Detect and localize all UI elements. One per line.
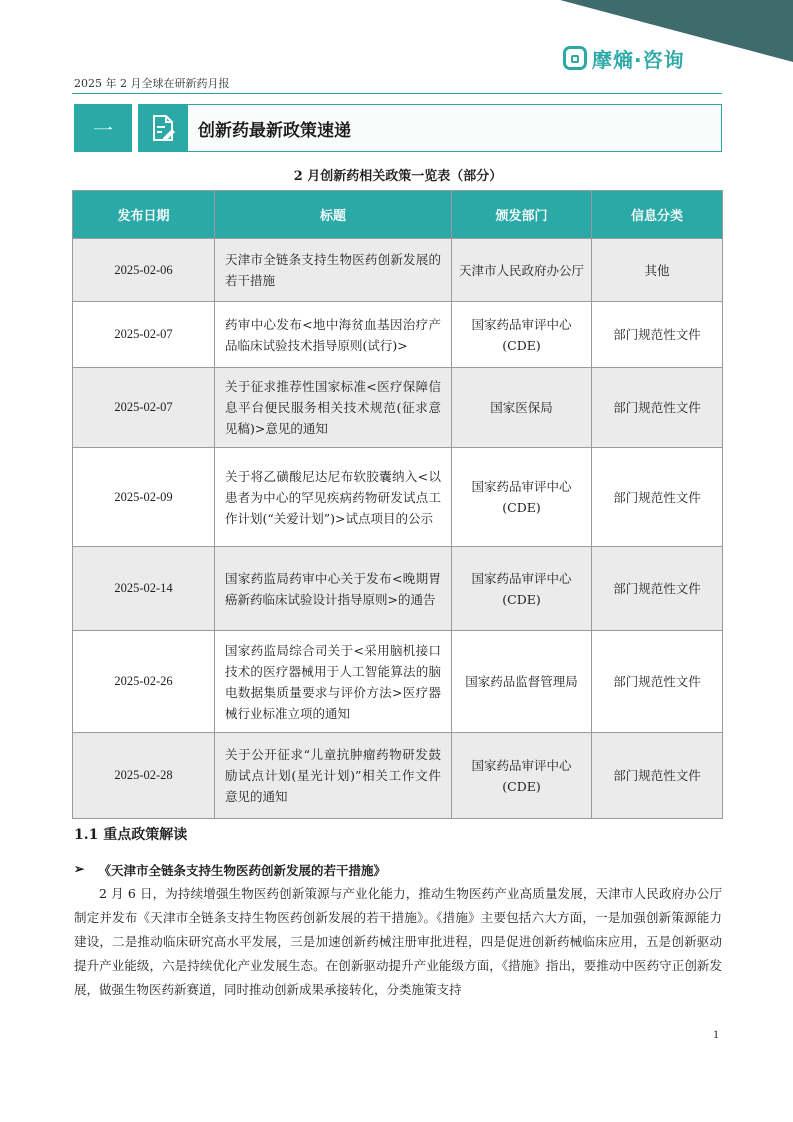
column-header-dept: 颁发部门 [452, 191, 592, 239]
cell-date: 2025-02-09 [73, 448, 215, 547]
bullet-heading [74, 861, 386, 879]
table-row [73, 368, 723, 448]
table-row [73, 733, 723, 819]
header-divider [72, 93, 722, 94]
cell-dept: 国家医保局 [452, 368, 592, 448]
cell-type: 部门规范性文件 [592, 733, 723, 819]
table-row [73, 631, 723, 733]
table-row [73, 448, 723, 547]
cell-type: 部门规范性文件 [592, 368, 723, 448]
logo-mark-icon [563, 46, 587, 70]
cell-dept: 国家药品审评中心(CDE) [452, 733, 592, 819]
table-caption: 2 月创新药相关政策一览表（部分） [293, 169, 503, 184]
column-header-date: 发布日期 [73, 191, 215, 239]
subsection-title: 1.1 重点政策解读 [74, 827, 188, 843]
cell-type: 部门规范性文件 [592, 631, 723, 733]
cell-date: 2025-02-28 [73, 733, 215, 819]
cell-date: 2025-02-06 [73, 239, 215, 302]
arrow-bullet-icon: ➢ [74, 861, 85, 876]
cell-title: 国家药监局综合司关于<采用脑机接口技术的医疗器械用于人工智能算法的脑电数据集质量要求与评价方法>医疗器械行业标准立项的通知 [215, 631, 452, 733]
cell-title: 关于公开征求“儿童抗肿瘤药物研发鼓励试点计划(星光计划)”相关工作文件意见的通知 [215, 733, 452, 819]
column-header-type: 信息分类 [592, 191, 723, 239]
cell-title: 天津市全链条支持生物医药创新发展的若干措施 [215, 239, 452, 302]
policy-table [72, 190, 723, 819]
brand-logo [563, 44, 693, 72]
column-header-title: 标题 [215, 191, 452, 239]
logo-text: 摩熵·咨询 [592, 47, 685, 72]
document-edit-icon [138, 104, 188, 152]
cell-date: 2025-02-14 [73, 547, 215, 631]
report-title: 2025 年 2 月全球在研新药月报 [74, 77, 230, 90]
cell-title: 国家药监局药审中心关于发布<晚期胃癌新药临床试验设计指导原则>的通告 [215, 547, 452, 631]
bullet-title: 《天津市全链条支持生物医药创新发展的若干措施》 [98, 863, 386, 878]
cell-type: 部门规范性文件 [592, 547, 723, 631]
cell-dept: 国家药品审评中心(CDE) [452, 302, 592, 368]
cell-title: 关于将乙磺酸尼达尼布软胶囊纳入<以患者为中心的罕见疾病药物研发试点工作计划(“关爱计划”)>试点项目的公示 [215, 448, 452, 547]
body-paragraph: 2 月 6 日，为持续增强生物医药创新策源与产业化能力，推动生物医药产业高质量发展，天津市人民政府办公厅制定并发布《天津市全链条支持生物医药创新发展的若干措施》。《措施》主要包括六大方面，一是加强创新策源能力建设，二是推动临床研究高水平发展，三是加速创新药械注册审批进程，四是促进创新药械临床应用，五是创新驱动提升产业能级，六是持续优化产业发展生态。在创新驱动提升产业能级方面，《措施》指出，要推动中医药守正创新发展，做强生物医药新赛道，同时推动创新成果承接转化，分类施策支持 [74, 886, 722, 997]
cell-title: 药审中心发布<地中海贫血基因治疗产品临床试验技术指导原则(试行)> [215, 302, 452, 368]
table-row [73, 302, 723, 368]
cell-date: 2025-02-07 [73, 302, 215, 368]
cell-type: 其他 [592, 239, 723, 302]
cell-dept: 国家药品审评中心(CDE) [452, 547, 592, 631]
section-title: 创新药最新政策速递 [188, 104, 722, 152]
cell-dept: 国家药品审评中心(CDE) [452, 448, 592, 547]
cell-type: 部门规范性文件 [592, 448, 723, 547]
cell-date: 2025-02-26 [73, 631, 215, 733]
table-row [73, 239, 723, 302]
page-number: 1 [713, 1027, 719, 1041]
cell-title: 关于征求推荐性国家标准<医疗保障信息平台便民服务相关技术规范(征求意见稿)>意见的通知 [215, 368, 452, 448]
cell-dept: 国家药品监督管理局 [452, 631, 592, 733]
table-header-row [73, 191, 723, 239]
cell-date: 2025-02-07 [73, 368, 215, 448]
section-heading [74, 104, 722, 152]
cell-type: 部门规范性文件 [592, 302, 723, 368]
section-number: 一 [74, 104, 132, 152]
cell-dept: 天津市人民政府办公厅 [452, 239, 592, 302]
table-row [73, 547, 723, 631]
